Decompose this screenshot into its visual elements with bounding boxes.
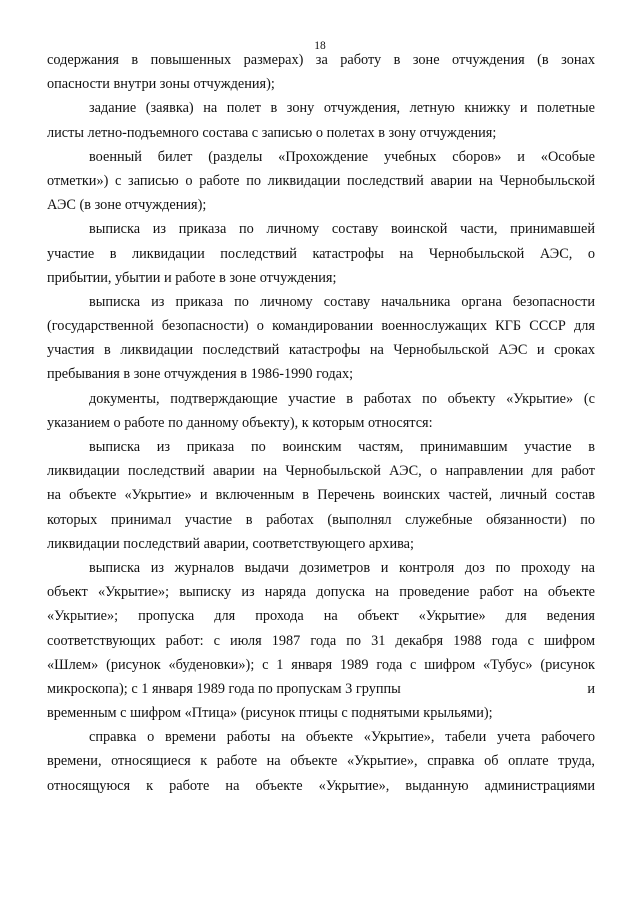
text-line: «Укрытие»; пропуска для прохода на объект «Укрытие» для ведения [47,608,595,625]
text-line: пребывания в зоне отчуждения в 1986-1990 годах; [47,366,354,383]
text-line-trailing: и [587,680,595,697]
text-line [47,677,595,701]
text-line: соответствующих работ: с июля 1987 года по 31 декабря 1988 года с шифром [47,632,595,649]
text-line: (государственной безопасности) о командировании военнослужащих КГБ СССР для [47,318,595,335]
paragraph [47,96,595,144]
document-body [47,48,595,798]
text-line: ликвидации последствий аварии на Чернобыльской АЭС, о направлении для работ [47,463,595,480]
paragraph [47,387,595,435]
text-line: документы, подтверждающие участие в работах по объекту «Укрытие» (с [89,390,595,407]
paragraph [47,556,595,725]
text-line: опасности внутри зоны отчуждения); [47,76,275,93]
text-line: справка о времени работы на объекте «Укрытие», табели учета рабочего [89,729,595,746]
text-line: задание (заявка) на полет в зону отчуждения, летную книжку и полетные [89,100,595,117]
text-line: на объекте «Укрытие» и включенным в Перечень воинских частей, личный состав [47,487,595,504]
paragraph [47,217,595,290]
text-line: участия в ликвидации последствий катастрофы на Чернобыльской АЭС и сроках [47,342,595,359]
paragraph [47,725,595,798]
text-line: содержания в повышенных размерах) за работу в зоне отчуждения (в зонах [47,52,595,68]
paragraph [47,290,595,387]
paragraph [47,435,595,556]
text-line-main: микроскопа); с 1 января 1989 года по пропускам 3 группы [47,680,401,697]
paragraph [47,48,595,96]
paragraph [47,145,595,218]
text-line: участие в ликвидации последствий катастрофы на Чернобыльской АЭС, о [47,245,595,262]
text-line: относящуюся к работе на объекте «Укрытие», выданную администрациями [47,777,595,794]
text-line: выписка из журналов выдачи дозиметров и контроля доз по проходу на [89,559,595,576]
text-line: выписка из приказа по личному составу начальника органа безопасности [89,293,595,310]
text-line: отметки») с записью о работе по ликвидации последствий аварии на Чернобыльской [47,172,595,189]
page-number: 18 [314,40,326,52]
text-line: ликвидации последствий аварии, соответствующего архива; [47,535,414,552]
text-line: времени, относящиеся к работе на объекте «Укрытие», справка об оплате труда, [47,753,595,770]
text-line: объект «Укрытие»; выписку из наряда допуска на проведение работ на объекте [47,584,595,601]
text-line: указанием о работе по данному объекту), к которым относятся: [47,414,433,431]
text-line: военный билет (разделы «Прохождение учебных сборов» и «Особые [89,148,595,165]
text-line: прибытии, убытии и работе в зоне отчуждения; [47,269,337,286]
text-line: которых принимал участие в работах (выполнял служебные обязанности) по [47,511,595,528]
text-line: «Шлем» (рисунок «буденовки»); с 1 января 1989 года с шифром «Тубус» (рисунок [47,656,595,673]
text-line: листы летно-подъемного состава с записью о полетах в зону отчуждения; [47,124,497,141]
text-line: временным с шифром «Птица» (рисунок птицы с поднятыми крыльями); [47,705,493,722]
text-line: выписка из приказа по личному составу воинской части, принимавшей [89,221,595,238]
text-line: АЭС (в зоне отчуждения); [47,197,207,214]
text-line: выписка из приказа по воинским частям, принимавшим участие в [89,439,595,455]
